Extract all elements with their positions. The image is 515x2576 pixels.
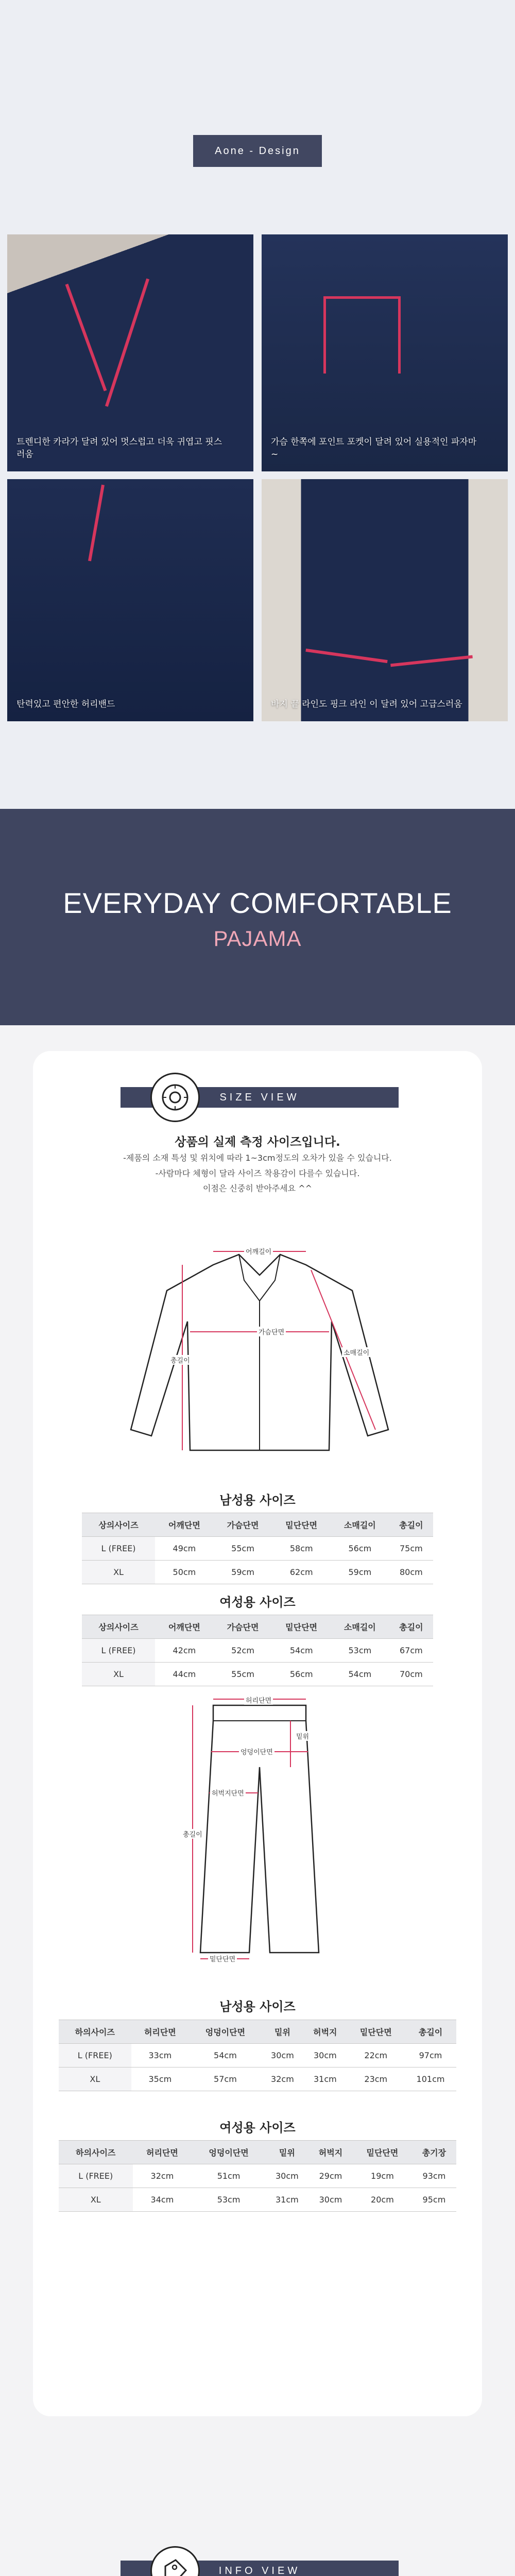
- pant-hem-photo: [262, 479, 508, 721]
- table-cell: XL: [59, 2188, 133, 2212]
- diagram-label: 어깨길이: [244, 1246, 273, 1256]
- table-cell: 54cm: [189, 2044, 262, 2067]
- pocket-photo: [262, 234, 508, 471]
- photo-caption: 바지 끝 라인도 핑크 라인 이 달려 있어 고급스러움: [271, 699, 462, 710]
- diagram-label: 가슴단면: [257, 1327, 286, 1336]
- size-view-header: [33, 1082, 482, 1113]
- women-bottom-size-table: [59, 2140, 456, 2212]
- measuring-tape-icon: [150, 1073, 200, 1122]
- headline-section: [0, 809, 515, 1025]
- column-header: 총길이: [405, 2020, 456, 2044]
- table-cell: 49cm: [155, 1537, 214, 1561]
- table-cell: 93cm: [412, 2164, 456, 2188]
- table-cell: L (FREE): [82, 1639, 155, 1663]
- column-header: 허리단면: [131, 2020, 190, 2044]
- column-header: 어깨단면: [155, 1513, 214, 1537]
- table-cell: L (FREE): [59, 2044, 131, 2067]
- table-cell: 55cm: [214, 1537, 272, 1561]
- column-header: 소매길이: [331, 1513, 389, 1537]
- diagram-label: 엉덩이단면: [239, 1747, 274, 1756]
- size-intro-title: 상품의 실제 측정 사이즈입니다.: [175, 1136, 340, 1149]
- diagram-label: 총길이: [169, 1355, 192, 1365]
- column-header: 가슴단면: [214, 1615, 272, 1639]
- table-cell: 55cm: [214, 1663, 272, 1686]
- table-cell: 42cm: [155, 1639, 214, 1663]
- column-header: 가슴단면: [214, 1513, 272, 1537]
- table-cell: 44cm: [155, 1663, 214, 1686]
- table-cell: 53cm: [192, 2188, 266, 2212]
- table-cell: 30cm: [308, 2188, 353, 2212]
- table-cell: 53cm: [331, 1639, 389, 1663]
- column-header: 상의사이즈: [82, 1615, 155, 1639]
- table-cell: 57cm: [189, 2067, 262, 2091]
- table-cell: 31cm: [266, 2188, 308, 2212]
- column-header: 총기장: [412, 2141, 456, 2164]
- table-cell: 58cm: [272, 1537, 331, 1561]
- top-size-diagram: [115, 1244, 404, 1461]
- table-cell: 50cm: [155, 1561, 214, 1584]
- photo-caption: 탄력있고 편안한 허리밴드: [16, 699, 115, 710]
- column-header: 밑단단면: [272, 1615, 331, 1639]
- column-header: 소매길이: [331, 1615, 389, 1639]
- diagram-label: 밑단단면: [208, 1954, 237, 1963]
- table-cell: XL: [59, 2067, 131, 2091]
- table-cell: 75cm: [389, 1537, 433, 1561]
- column-header: 총길이: [389, 1615, 433, 1639]
- table-header-row: [82, 1513, 433, 1537]
- table-cell: 30cm: [262, 2044, 303, 2067]
- column-header: 상의사이즈: [82, 1513, 155, 1537]
- table-cell: 33cm: [131, 2044, 190, 2067]
- diagram-label: 밑위: [295, 1731, 311, 1741]
- table-cell: 95cm: [412, 2188, 456, 2212]
- table-cell: 56cm: [272, 1663, 331, 1686]
- diagram-label: 총길이: [181, 1829, 204, 1839]
- table-row: [82, 1561, 433, 1584]
- column-header: 허벅지: [308, 2141, 353, 2164]
- column-header: 밑단단면: [272, 1513, 331, 1537]
- table-cell: 32cm: [262, 2067, 303, 2091]
- info-view-header: [33, 2555, 482, 2576]
- table-cell: 97cm: [405, 2044, 456, 2067]
- brand-tag: Aone - Design: [193, 135, 322, 167]
- table-row: [59, 2188, 456, 2212]
- size-view-label: SIZE VIEW: [121, 1087, 399, 1108]
- table-cell: 101cm: [405, 2067, 456, 2091]
- bottom-size-diagram: [177, 1695, 342, 1963]
- table-cell: L (FREE): [59, 2164, 133, 2188]
- table-cell: 62cm: [272, 1561, 331, 1584]
- table-cell: 59cm: [214, 1561, 272, 1584]
- column-header: 밑위: [262, 2020, 303, 2044]
- table-cell: 23cm: [347, 2067, 405, 2091]
- size-intro: [33, 1132, 482, 1195]
- info-view-label: INFO VIEW: [121, 2561, 399, 2576]
- table-cell: 51cm: [192, 2164, 266, 2188]
- diagram-label: 허리단면: [244, 1695, 273, 1705]
- table-cell: 30cm: [303, 2044, 347, 2067]
- table-row: [59, 2044, 456, 2067]
- table-cell: 30cm: [266, 2164, 308, 2188]
- table-cell: XL: [82, 1663, 155, 1686]
- table-cell: 20cm: [353, 2188, 412, 2212]
- table-cell: 70cm: [389, 1663, 433, 1686]
- column-header: 어깨단면: [155, 1615, 214, 1639]
- table-row: [59, 2164, 456, 2188]
- column-header: 허벅지: [303, 2020, 347, 2044]
- size-intro-note: -사람마다 체형이 달라 사이즈 착용감이 다를수 있습니다.: [155, 1168, 360, 1178]
- column-header: 밑단단면: [347, 2020, 405, 2044]
- table-cell: 52cm: [214, 1639, 272, 1663]
- column-header: 하의사이즈: [59, 2141, 133, 2164]
- men-bottom-title: 남성용 사이즈: [219, 1999, 296, 2014]
- diagram-label: 소매길이: [342, 1347, 371, 1357]
- photo-caption: 트렌디한 카라가 달려 있어 멋스럽고 더욱 귀엽고 핏스러움: [16, 437, 222, 460]
- table-row: [59, 2067, 456, 2091]
- women-top-title: 여성용 사이즈: [219, 1595, 296, 1609]
- column-header: 허리단면: [133, 2141, 192, 2164]
- column-header: 밑위: [266, 2141, 308, 2164]
- table-cell: 19cm: [353, 2164, 412, 2188]
- table-cell: 54cm: [331, 1663, 389, 1686]
- men-top-size-table: [82, 1513, 433, 1584]
- size-intro-note: 이점은 신중히 받아주세요 ^^: [202, 1183, 313, 1194]
- table-cell: 54cm: [272, 1639, 331, 1663]
- table-cell: 80cm: [389, 1561, 433, 1584]
- table-header-row: [59, 2020, 456, 2044]
- size-view-card: [33, 1051, 482, 2416]
- table-row: [82, 1639, 433, 1663]
- table-cell: 32cm: [133, 2164, 192, 2188]
- men-bottom-size-table: [59, 2020, 456, 2091]
- table-cell: 31cm: [303, 2067, 347, 2091]
- diagram-label: 허벅지단면: [210, 1788, 246, 1798]
- women-top-size-table: [82, 1615, 433, 1686]
- headline-line2: PAJAMA: [213, 926, 302, 951]
- table-row: [82, 1663, 433, 1686]
- table-row: [82, 1537, 433, 1561]
- column-header: 엉덩이단면: [189, 2020, 262, 2044]
- table-header-row: [82, 1615, 433, 1639]
- men-top-title: 남성용 사이즈: [219, 1493, 296, 1507]
- column-header: 엉덩이단면: [192, 2141, 266, 2164]
- table-cell: L (FREE): [82, 1537, 155, 1561]
- table-cell: 35cm: [131, 2067, 190, 2091]
- headline-line1: EVERYDAY COMFORTABLE: [63, 887, 452, 919]
- column-header: 밑단단면: [353, 2141, 412, 2164]
- table-cell: XL: [82, 1561, 155, 1584]
- table-cell: 29cm: [308, 2164, 353, 2188]
- table-cell: 59cm: [331, 1561, 389, 1584]
- waistband-photo: [7, 479, 253, 721]
- table-cell: 34cm: [133, 2188, 192, 2212]
- table-cell: 67cm: [389, 1639, 433, 1663]
- table-cell: 22cm: [347, 2044, 405, 2067]
- table-cell: 56cm: [331, 1537, 389, 1561]
- photo-caption: 가슴 한쪽에 포인트 포켓이 달려 있어 실용적인 파자마~: [271, 437, 477, 460]
- women-bottom-title: 여성용 사이즈: [219, 2121, 296, 2135]
- column-header: 하의사이즈: [59, 2020, 131, 2044]
- tag-icon: [150, 2546, 200, 2576]
- collar-photo: [7, 234, 253, 471]
- column-header: 총길이: [389, 1513, 433, 1537]
- table-header-row: [59, 2141, 456, 2164]
- size-intro-note: -제품의 소재 특성 및 위치에 따라 1~3cm정도의 오차가 있을 수 있습니다.: [123, 1153, 392, 1163]
